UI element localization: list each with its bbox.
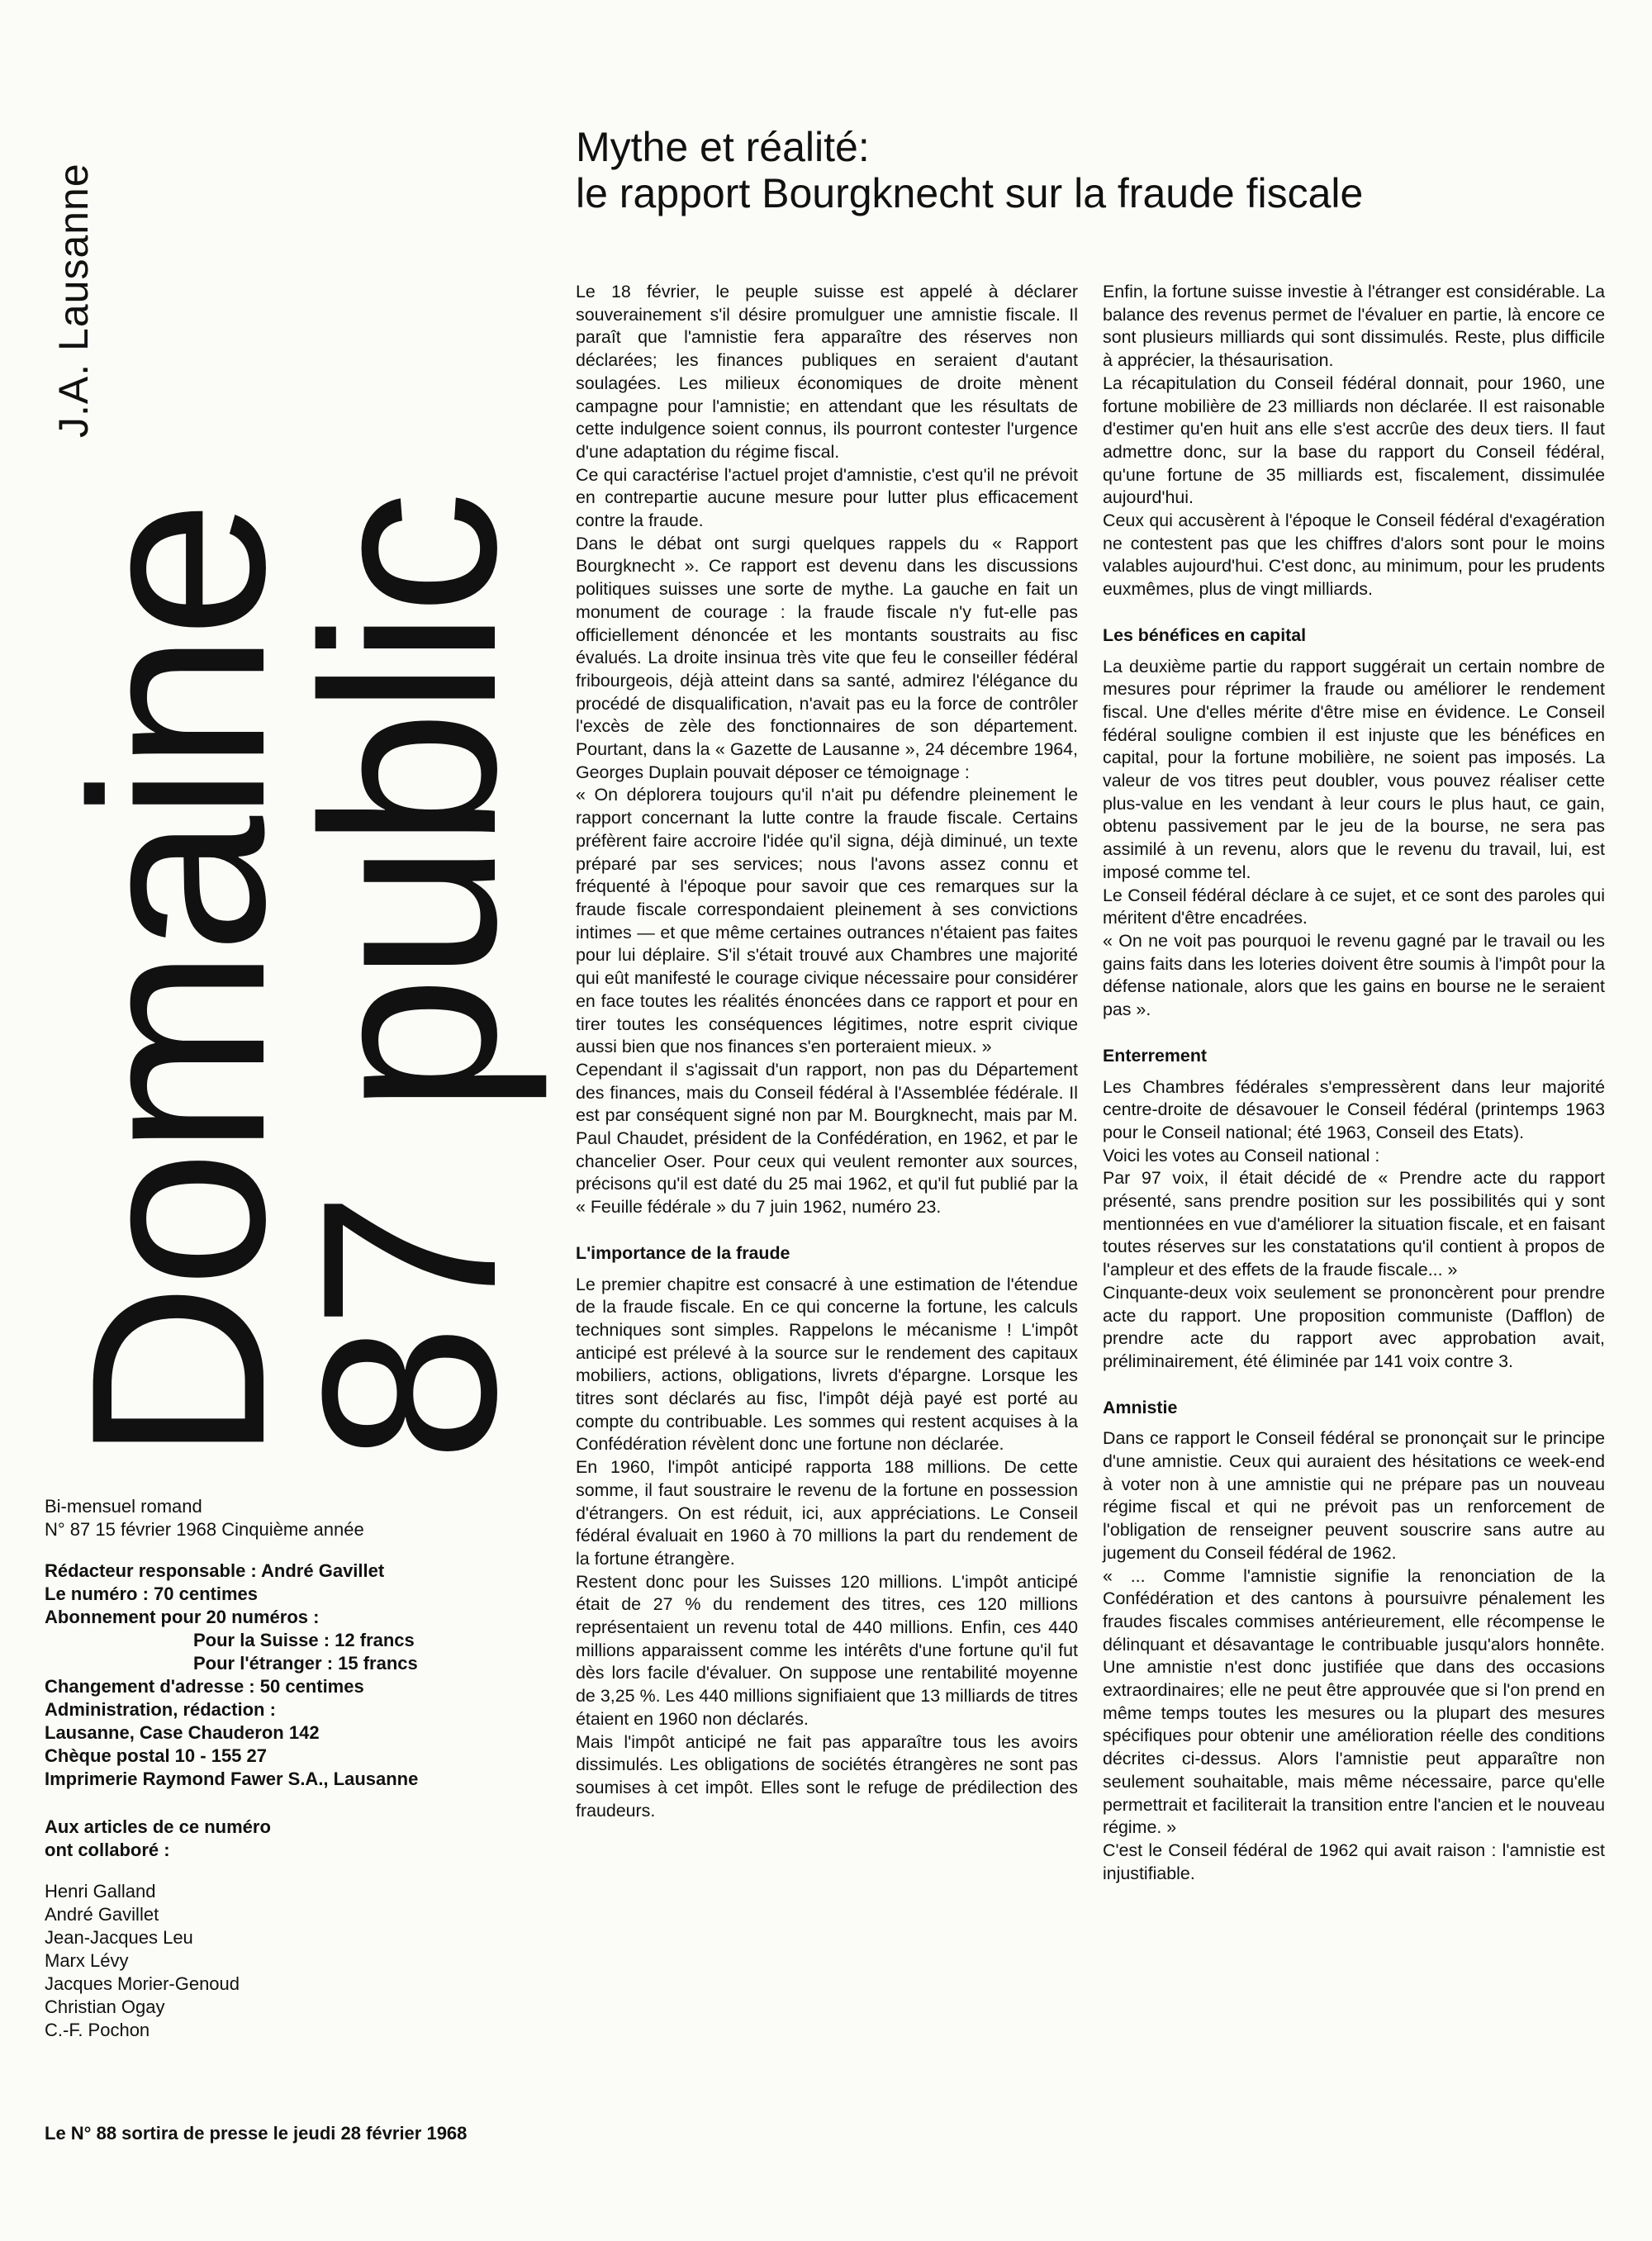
masthead-line2 (270, 496, 548, 1462)
paragraph: La deuxième partie du rapport suggérait un certain nombre de mesures pour réprimer la fraude ou améliorer le rendement fiscal. Une d'elles mérite d'être mise en évidence. Le Conseil fédéral souligne combien il est injuste que les bénéfices en capital, pour la fortune mobilière, ne soient pas imposés. La valeur de vos titres peut doubler, vous pouvez réaliser cette plus-value en les vendant à leur cours le plus haut, ce gain, obtenu passivement par le jeu de la bourse, ne sera pas assimilé à un revenu, alors que le revenu du travail, lui, est imposé comme tel. (1103, 656, 1605, 882)
paragraph: « ... Comme l'amnistie signifie la renonciation de la Confédération et des cantons à poursuivre pénalement les fraudes fiscales commises antérieurement, elle récompense le délinquant et désavantage le contribuable jusqu'alors honnête. Une amnistie n'est donc justifiée que dans des occasions extraordinaires; elle ne peut être approuvée que si l'on prend en même temps toutes les mesures ou la plupart des mesures spécifiques pour obtenir une amélioration réelle des conditions décrites ci-dessus. Alors l'amnistie peut apparaître non seulement souhaitable, mais même nécessaire, parce qu'elle permettrait et faciliterait la transition entre l'ancien et le nouveau régime. » (1103, 1565, 1605, 1838)
article-column-2 (1103, 281, 1605, 1885)
paragraph: Le Conseil fédéral déclare à ce sujet, et ce sont des paroles qui méritent d'être encadrées. (1103, 885, 1605, 928)
paragraph: Ce qui caractérise l'actuel projet d'amnistie, c'est qu'il ne prévoit en contrepartie aucune mesure pour lutter plus efficacement contre la fraude. (576, 464, 1078, 531)
contributor: Christian Ogay (45, 1996, 165, 2017)
masthead (39, 124, 548, 1462)
paragraph: « On ne voit pas pourquoi le revenu gagné par le travail ou les gains faits dans les loteries doivent être soumis à l'impôt pour la défense nationale, alors que les gains en bourse ne le seraient pas ». (1103, 930, 1605, 1020)
contributor: C.-F. Pochon (45, 2020, 150, 2040)
paragraph: La récapitulation du Conseil fédéral donnait, pour 1960, une fortune mobilière de 23 milliards non déclarée. Il est raisonable d'estimer qu'en huit ans elle s'est accrûe des deux tiers. Il faut admettre donc, sur la base du rapport du Conseil fédéral, qu'une fortune de 35 milliards est, fiscalement, dissimulée aujourd'hui. (1103, 373, 1605, 508)
paragraph: Cinquante-deux voix seulement se prononcèrent pour prendre acte du rapport. Une proposition communiste (Dafflon) de prendre acte du rapport avec approbation avait, préliminairement, été éliminée par 141 voix contre 3. (1103, 1282, 1605, 1371)
paragraph: Dans le débat ont surgi quelques rappels du « Rapport Bourgknecht ». Ce rapport est devenu dans les discussions politiques suisses une sorte de mythe. La gauche en fait un monument de courage : la fraude fiscale n'y fut-elle pas officiellement dénoncée et les montants soustraits au fisc évalués. La droite insinua très vite que feu le conseiller fédéral fribourgeois, déjà atteint dans sa santé, admirez l'élégance du procédé de disqualification, n'avait pas eu la force de contrôler l'excès de zèle des fonctionnaires de son département. Pourtant, dans la « Gazette de Lausanne », 24 décembre 1964, Georges Duplain pouvait déposer ce témoignage : (576, 533, 1078, 782)
article-title (576, 124, 1608, 216)
paragraph: Enfin, la fortune suisse investie à l'étranger est considérable. La balance des revenus permet de l'évaluer en partie, là encore ce sont plusieurs milliards qui sont dissimulés. Reste, plus difficile à apprécier, la thésaurisation. (1103, 282, 1605, 371)
paragraph: « On déplorera toujours qu'il n'ait pu défendre pleinement le rapport concernant la lutte contre la fraude fiscale. Certains préfèrent faire accroire l'idée qu'il signa, déjà diminué, un texte préparé par ses services; nous l'avons assez connu et fréquenté à l'époque pour savoir que ces remarques sur la fraude fiscale correspondaient pleinement à ses convictions intimes — et que même certaines outrances n'étaient pas faites pour lui déplaire. S'il s'était trouvé aux Chambres une majorité qui eût manifesté le courage civique nécessaire pour considérer en face toutes les réalités énoncées dans ce rapport et pour en tirer toutes les conséquences légitimes, notre esprit civique aussi bien que nos finances s'en porteraient mieux. » (576, 785, 1078, 1057)
paragraph: Les Chambres fédérales s'empressèrent dans leur majorité centre-droite de désavouer le Conseil fédéral (printemps 1963 pour le Conseil national; été 1963, Conseil des Etats). (1103, 1076, 1605, 1142)
section-heading: L'importance de la fraude (576, 1242, 790, 1263)
price-line: Le numéro : 70 centimes (45, 1583, 258, 1604)
subscription-line: Abonnement pour 20 numéros : (45, 1607, 320, 1627)
contributor: Marx Lévy (45, 1950, 129, 1971)
paragraph: Voici les votes au Conseil national : (1103, 1145, 1380, 1166)
editor-line: Rédacteur responsable : André Gavillet (45, 1560, 385, 1581)
admin-line: Changement d'adresse : 50 centimes (45, 1676, 364, 1697)
contributor: Jacques Morier-Genoud (45, 1973, 240, 1994)
admin-line: Lausanne, Case Chauderon 142 (45, 1722, 320, 1743)
paragraph: Mais l'impôt anticipé ne fait pas apparaître tous les avoirs dissimulés. Les obligations de sociétés étrangères ne sont pas soumises à cet impôt. Elles sont le refuge de prédilection des fraudeurs. (576, 1731, 1078, 1821)
sidebar-line: Bi-mensuel romand (45, 1496, 202, 1517)
contributors-heading: Aux articles de ce numéro (45, 1816, 271, 1837)
section-heading: Enterrement (1103, 1045, 1208, 1066)
paragraph: En 1960, l'impôt anticipé rapporta 188 millions. De cette somme, il faut soustraire le revenu de la fortune en possession d'étrangers. On est réduit, ici, aux appréciations. Le Conseil fédéral évaluait en 1960 à 70 millions la part du rendement de la fortune étrangère. (576, 1457, 1078, 1569)
admin-line: Imprimerie Raymond Fawer S.A., Lausanne (45, 1769, 419, 1789)
paragraph: C'est le Conseil fédéral de 1962 qui avait raison : l'amnistie est injustifiable. (1103, 1840, 1605, 1883)
masthead-subtitle: public (270, 496, 548, 1114)
article-column-1 (576, 281, 1078, 1822)
issue-number: 87 (270, 1196, 548, 1462)
paragraph: Le 18 février, le peuple suisse est appelé à déclarer souverainement s'il désire promulguer une amnistie fiscale. Il paraît que l'amnistie fera apparaître des réserves non déclarées; les finances publiques en seraient d'autant soulagées. Les milieux économiques de droite mènent campagne pour l'amnistie; en attendant que les résultats de cette indulgence soient connus, ils pourront contester l'urgence d'une adaptation du régime fiscal. (576, 282, 1078, 462)
subscription-switzerland: Pour la Suisse : 12 francs (193, 1630, 415, 1650)
admin-line: Chèque postal 10 - 155 27 (45, 1745, 267, 1766)
paragraph: Cependant il s'agissait d'un rapport, non pas du Département des finances, mais du Conseil fédéral à l'Assemblée fédérale. Il est par conséquent signé non par M. Bourgknecht, mais par M. Paul Chaudet, président de la Confédération, en 1962, et par le chancelier Oser. Pour ceux qui veulent remonter aux sources, précisons qu'il est daté du 25 mai 1962, et qu'il fut publié par la « Feuille fédérale » du 7 juin 1962, numéro 23. (576, 1059, 1078, 1218)
article-title-line2: le rapport Bourgknecht sur la fraude fiscale (576, 170, 1364, 216)
imprint-sidebar (45, 1495, 507, 2042)
section-heading: Les bénéfices en capital (1103, 624, 1307, 645)
section-heading: Amnistie (1103, 1397, 1178, 1417)
paragraph: Restent donc pour les Suisses 120 millions. L'impôt anticipé était de 27 % du rendement des titres, ces 120 millions représentaient un revenu total de 440 millions. Enfin, ces 440 millions apparaissent comme les intérêts d'une fortune qu'il fut dès lors facile d'évaluer. On suppose une rentabilité moyenne de 3,25 %. Les 440 millions signifiaient que 13 milliards de titres étaient en 1960 non déclarés. (576, 1571, 1078, 1729)
paragraph: Par 97 voix, il était décidé de « Prendre acte du rapport présenté, sans prendre position sur les possibilités qui y sont mentionnées en vue d'améliorer la situation fiscale, et en faisant toutes réserves sur les constatations qu'il contient à propos de l'ampleur et des effets de la fraude fiscale... » (1103, 1168, 1605, 1280)
contributors-heading: ont collaboré : (45, 1840, 170, 1860)
paragraph: Dans ce rapport le Conseil fédéral se prononçait sur le principe d'une amnistie. Ceux qui auraient des hésitations ce week-end à voter non à une amnistie qui ne prépare pas un nouveau régime fiscal et qui ne prévoit pas un renforcement de l'obligation de renseigner peuvent souscrire sans autre au jugement du Conseil fédéral de 1962. (1103, 1428, 1605, 1563)
admin-line: Administration, rédaction : (45, 1699, 276, 1720)
masthead-title: Domaine (39, 505, 316, 1462)
contributor: Jean-Jacques Leu (45, 1927, 193, 1948)
sidebar-line: N° 87 15 février 1968 Cinquième année (45, 1519, 364, 1540)
contributor: André Gavillet (45, 1904, 159, 1925)
subscription-abroad: Pour l'étranger : 15 francs (193, 1653, 418, 1674)
next-issue-notice: Le N° 88 sortira de presse le jeudi 28 février 1968 (45, 2123, 468, 2144)
paragraph: Le premier chapitre est consacré à une estimation de l'étendue de la fraude fiscale. En ce qui concerne la fortune, les calculs techniques sont simples. Rappelons le mécanisme ! L'impôt anticipé est prélevé à la source sur le rendement des capitaux mobiliers, actions, obligations, livrets d'épargne. Lorsque les titres sont déclarés au fisc, l'impôt déjà payé est porté au compte du contribuable. Les sommes qui restent acquises à la Confédération révèlent donc une fortune non déclarée. (576, 1274, 1078, 1455)
contributor: Henri Galland (45, 1881, 156, 1902)
article-title-line1: Mythe et réalité: (576, 124, 870, 170)
paragraph: Ceux qui accusèrent à l'époque le Conseil fédéral d'exagération ne contestent pas que les chiffres d'alors sont pour le moins valables aujourd'hui. C'est donc, au minimum, pour les prudents euxmêmes, plus de vingt milliards. (1103, 510, 1605, 600)
masthead-imprint: J.A. Lausanne (50, 163, 97, 438)
